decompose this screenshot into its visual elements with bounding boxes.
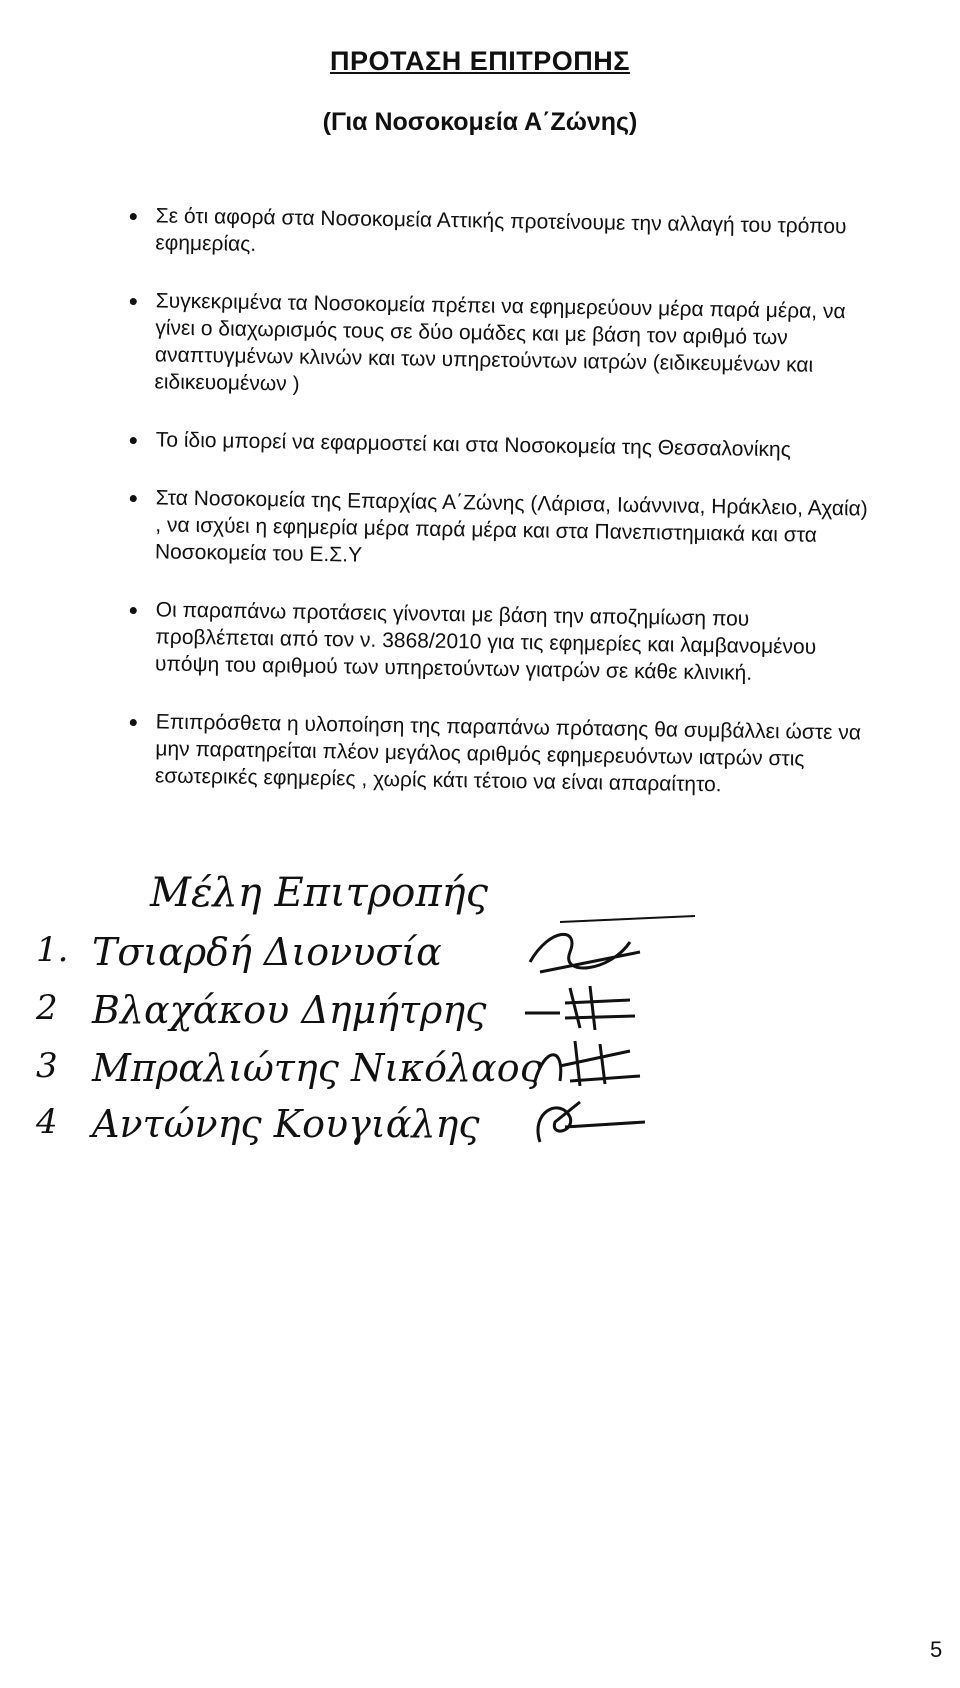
- signature-mark: [520, 1092, 650, 1152]
- page-number: 5: [930, 1637, 943, 1662]
- proposal-bullet-list: [130, 202, 870, 820]
- signature-heading: Μέλη Επιτροπής: [150, 870, 489, 916]
- document-subtitle: (Για Νοσοκομεία Α΄Ζώνης): [322, 108, 638, 136]
- bullet-item: Το ίδιο μπορεί να εφαρμοστεί και στα Νοσοκομεία της Θεσσαλονίκης: [130, 426, 870, 465]
- bullet-item: Επιπρόσθετα η υλοποίηση της παραπάνω πρότασης θα συμβάλλει ώστε να μην παρατηρείται πλέον μεγάλος αριθμός εφημερευόντων ιατρών στις εσωτερικές εφημερίες , χωρίς κάτι τέτοιο να είναι απαραίτητο.: [129, 708, 870, 801]
- member-number: 3: [36, 1046, 58, 1086]
- signature-mark: [520, 922, 650, 982]
- bullet-item: Συγκεκριμένα τα Νοσοκομεία πρέπει να εφημερεύουν μέρα παρά μέρα, να γίνει ο διαχωρισμός τους σε δύο ομάδες και με βάση τον αριθμό των αναπτυγμένων κλινών και των υπηρετούντων ιατρών (ειδικευμένων και ειδικευομένων ): [128, 287, 870, 407]
- bullet-item: Σε ότι αφορά στα Νοσοκομεία Αττικής προτείνουμε την αλλαγή του τρόπου εφημερίας.: [129, 202, 870, 268]
- signature-mark: [520, 978, 650, 1038]
- member-name: Βλαχάκου Δημήτρης: [92, 988, 487, 1032]
- signature-mark: [520, 1036, 650, 1096]
- member-number: 1.: [36, 930, 69, 970]
- member-number: 4: [36, 1102, 58, 1142]
- document-title: ΠΡΟΤΑΣΗ ΕΠΙΤΡΟΠΗΣ: [330, 46, 630, 76]
- signature-block: [0, 870, 960, 1190]
- member-name: Αντώνης Κουγιάλης: [92, 1102, 480, 1146]
- member-name: Τσιαρδή Διονυσία: [92, 930, 442, 974]
- member-name: Μπραλιώτης Νικόλαος: [92, 1046, 541, 1090]
- bullet-item: Στα Νοσοκομεία της Επαρχίας Α΄Ζώνης (Λάρισα, Ιωάννινα, Ηράκλειο, Αχαία) , να ισχύει η εφημερία μέρα παρά μέρα και στα Πανεπιστημιακά και στα Νοσοκομεία του Ε.Σ.Υ: [129, 484, 870, 577]
- bullet-item: Οι παραπάνω προτάσεις γίνονται με βάση την αποζημίωση που προβλέπεται από τον ν. 3868/2010 για τις εφημερίες και λαμβανομένου υπόψη του αριθμού των υπηρετούντων γιατρών σε κάθε κλινική.: [129, 596, 870, 689]
- member-number: 2: [36, 988, 58, 1028]
